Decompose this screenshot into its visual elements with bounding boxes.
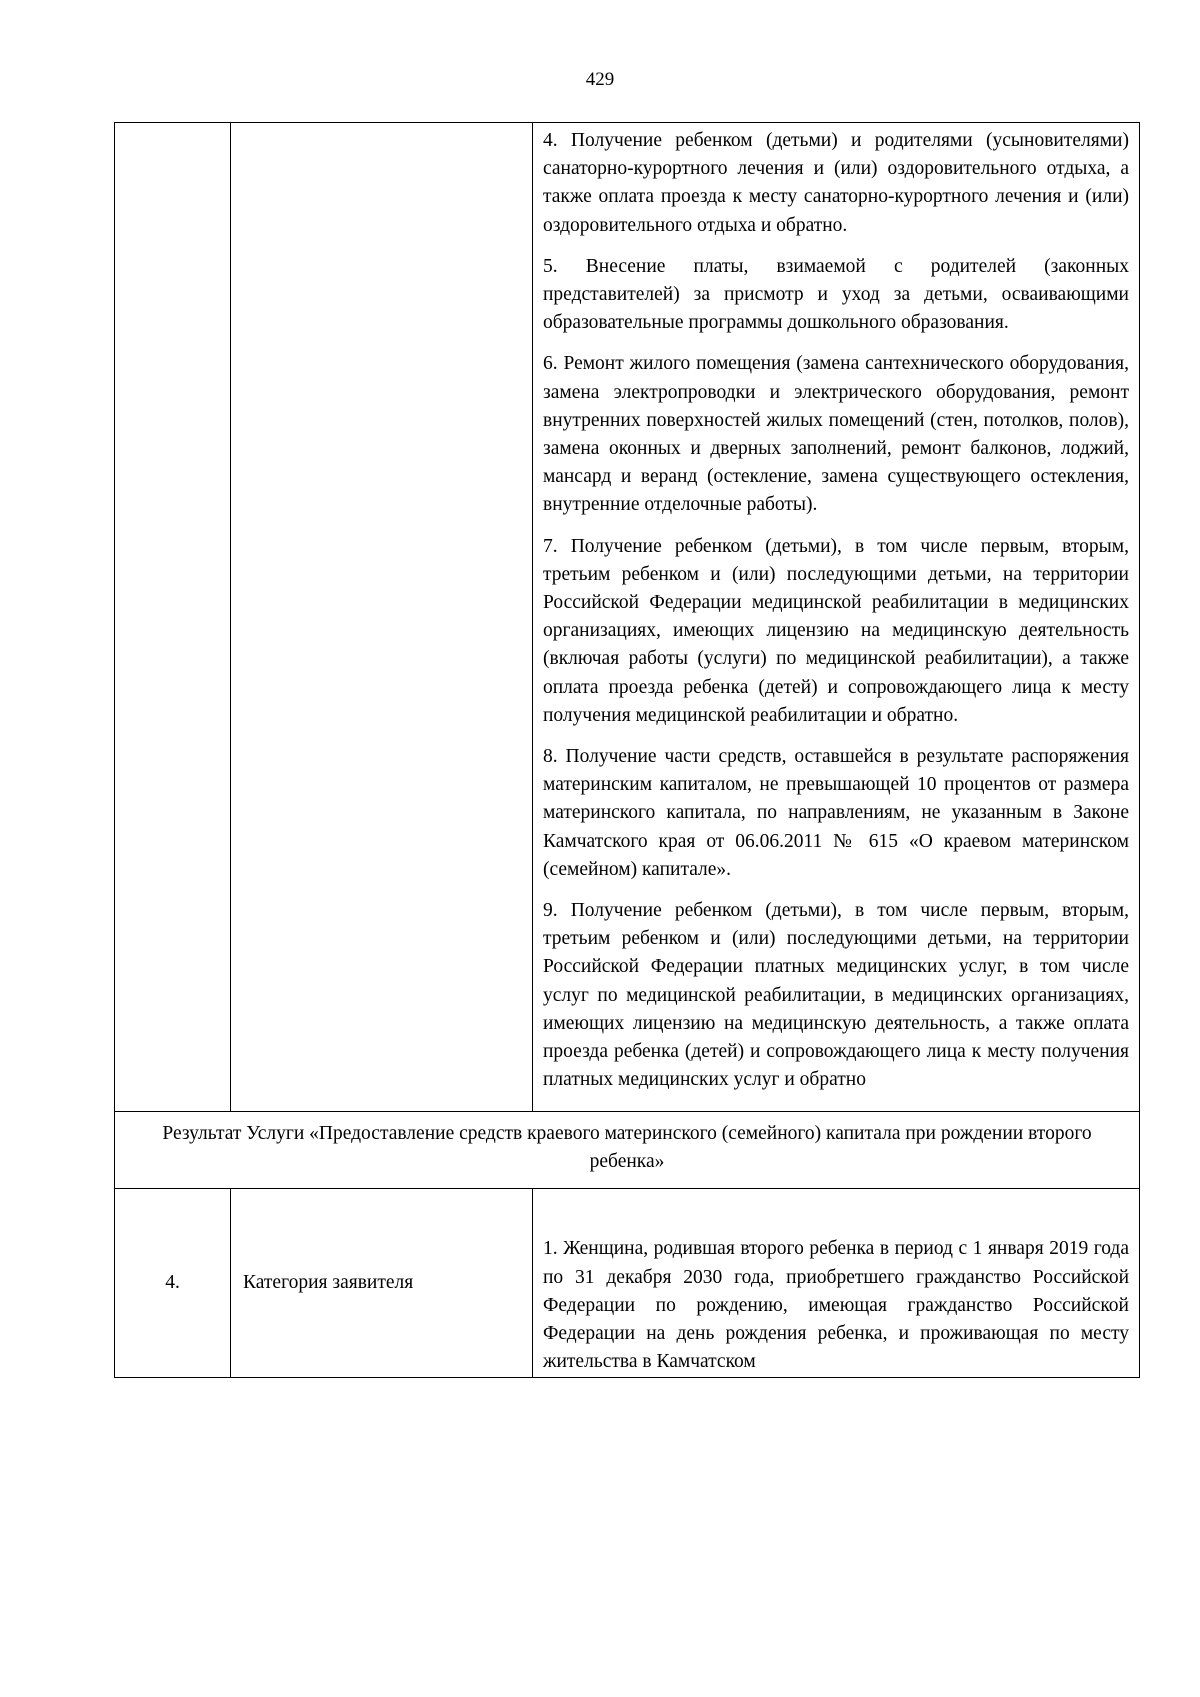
list-item: 6. Ремонт жилого помещения (замена сантехнического оборудования, замена электропроводки и электрического оборудования, ремонт внутренних поверхностей жилых помещений (стен, потолков, полов), замена оконных и дверных заполнений, ремонт балконов, лоджий, мансард и веранд (остекление, замена существующего остекления, внутренние отделочные работы). — [543, 353, 1129, 516]
category-cell-empty — [231, 123, 533, 1112]
number-cell-empty — [115, 123, 231, 1112]
result-heading: Результат Услуги «Предоставление средств краевого материнского (семейного) капитала при рождении второго ребенка» — [115, 1111, 1140, 1188]
table-row — [115, 1111, 1140, 1188]
list-item: 9. Получение ребенком (детьми), в том числе первым, вторым, третьим ребенком и (или) последующими детьми, на территории Российской Федерации платных медицинских услуг, в том числе услуг по медицинской реабилитации, в медицинских организациях, имеющих лицензию на медицинскую деятельность, а также оплата проезда ребенка (детей) и сопровождающего лица к месту получения платных медицинских услуг и обратно — [543, 900, 1129, 1091]
list-item: 8. Получение части средств, оставшейся в результате распоряжения материнским капиталом, не превышающей 10 процентов от размера материнского капитала, по направлениям, не указанным в Законе Камчатского края от 06.06.2011 № 615 «О краевом материнском (семейном) капитале». — [543, 746, 1129, 880]
list-item: 5. Внесение платы, взимаемой с родителей (законных представителей) за присмотр и уход за детьми, осваивающими образовательные программы дошкольного образования. — [543, 255, 1129, 334]
list-item: 7. Получение ребенком (детьми), в том числе первым, вторым, третьим ребенком и (или) последующими детьми, на территории Российской Федерации медицинской реабилитации в медицинских организациях, имеющих лицензию на медицинскую деятельность (включая работы (услуги) по медицинской реабилитации), а также оплата проезда ребенка (детей) и сопровождающего лица к месту получения медицинской реабилитации и обратно. — [543, 535, 1129, 726]
applicant-category-label: Категория заявителя — [231, 1188, 533, 1377]
applicant-description-cell — [533, 1188, 1140, 1377]
table-row — [115, 1188, 1140, 1377]
table-row — [115, 123, 1140, 1112]
document-table — [114, 122, 1140, 1378]
directions-list-cell — [533, 123, 1140, 1112]
page-number: 429 — [585, 69, 615, 90]
list-item: 4. Получение ребенком (детьми) и родителями (усыновителями) санаторно-курортного лечения и (или) оздоровительного отдыха, а также оплата проезда к месту санаторно-курортного лечения и (или) оздоровительного отдыха и обратно. — [543, 130, 1129, 236]
applicant-description: 1. Женщина, родившая второго ребенка в период с 1 января 2019 года по 31 декабря 2030 года, приобретшего гражданство Российской Федерации по рождению, имеющая гражданство Российской Федерации на день рождения ребенка, и проживающая по месту жительства в Камчатском — [543, 1238, 1129, 1373]
row-number: 4. — [115, 1188, 231, 1377]
